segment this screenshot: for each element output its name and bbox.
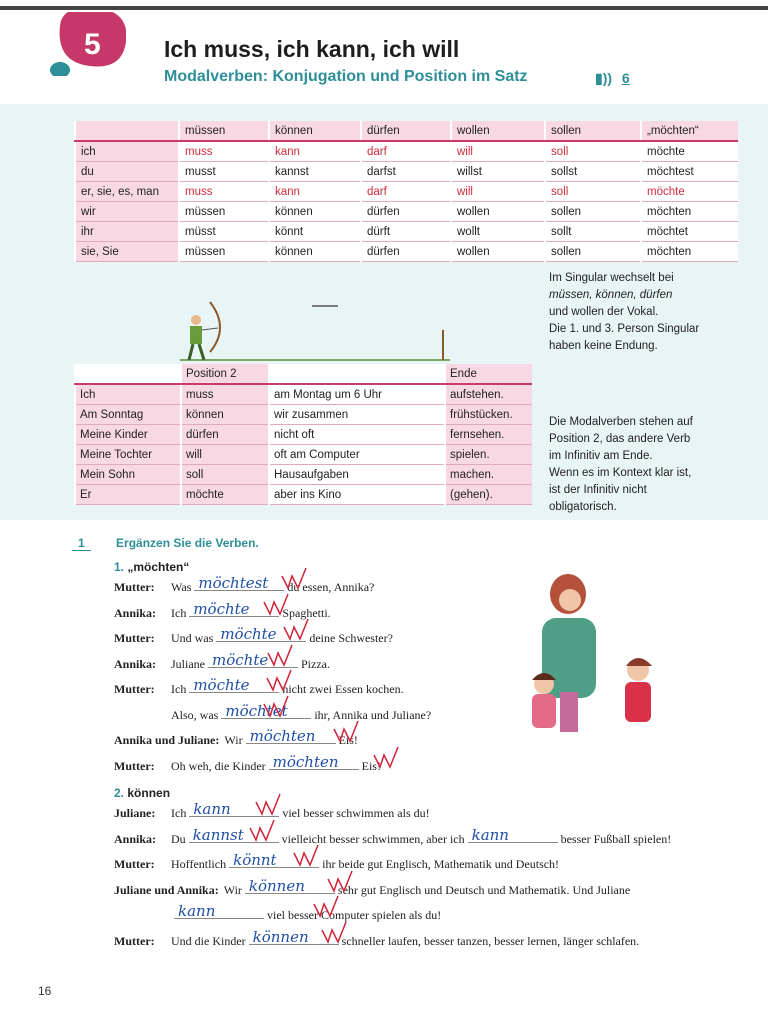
verb-form-cell: sollen bbox=[545, 242, 641, 262]
verb-form-cell: kann bbox=[269, 141, 361, 162]
audio-track-number: 6 bbox=[621, 70, 630, 86]
dialogue-line bbox=[114, 825, 672, 847]
conj-header-cell: können bbox=[269, 121, 361, 141]
conj-row bbox=[75, 162, 738, 182]
part-label: können bbox=[127, 786, 171, 800]
page-title: Ich muss, ich kann, ich will bbox=[164, 36, 460, 62]
verb-form-cell: kannst bbox=[269, 162, 361, 182]
dialogue-line bbox=[114, 876, 631, 898]
exercise-header bbox=[72, 536, 259, 550]
teacher-check-mark bbox=[254, 792, 284, 818]
speaker-label: Mutter: bbox=[114, 933, 155, 948]
conj-row bbox=[75, 202, 738, 222]
verb-form-cell: sollst bbox=[545, 162, 641, 182]
archer-illustration bbox=[180, 290, 460, 365]
line-text: viel besser schwimmen als du! bbox=[282, 806, 430, 820]
verb-form-cell: wollt bbox=[451, 222, 545, 242]
verb-form-cell: willst bbox=[451, 162, 545, 182]
speaker-label: Annika und Juliane: bbox=[114, 733, 220, 747]
note-line: ist der Infinitiv nicht bbox=[549, 484, 647, 496]
teacher-check-mark bbox=[320, 920, 350, 946]
line-text: Ich bbox=[171, 605, 187, 620]
teacher-check-mark bbox=[312, 894, 342, 920]
position-cell: möchte bbox=[181, 485, 269, 505]
answer-blank[interactable] bbox=[245, 876, 335, 895]
position-cell: Hausaufgaben bbox=[269, 465, 445, 485]
verb-form-cell: können bbox=[269, 242, 361, 262]
note-line: Position 2, das andere Verb bbox=[549, 433, 691, 445]
verb-form-cell: möchtet bbox=[641, 222, 738, 242]
conjugation-table bbox=[74, 121, 738, 262]
verb-form-cell: möchten bbox=[641, 242, 738, 262]
verb-form-cell: soll bbox=[545, 141, 641, 162]
position-cell: Meine Kinder bbox=[75, 425, 181, 445]
verb-form-cell: müsst bbox=[179, 222, 269, 242]
line-text: ihr beide gut Englisch, Mathematik und Deutsch! bbox=[322, 857, 560, 871]
verb-form-cell: will bbox=[451, 141, 545, 162]
handwritten-answer: könnt bbox=[233, 851, 277, 869]
speaker-label: Mutter: bbox=[114, 758, 155, 773]
verb-form-cell: muss bbox=[179, 141, 269, 162]
verb-form-cell: will bbox=[451, 182, 545, 202]
answer-blank[interactable] bbox=[468, 825, 558, 844]
part-number: 1. bbox=[114, 560, 125, 574]
page-subtitle: Modalverben: Konjugation und Position im Satz bbox=[164, 68, 528, 85]
answer-blank[interactable] bbox=[194, 574, 284, 592]
position-cell: machen. bbox=[445, 465, 532, 485]
pronoun-cell: du bbox=[75, 162, 179, 182]
verb-form-cell: dürft bbox=[361, 222, 451, 242]
verb-form-cell: müssen bbox=[179, 242, 269, 262]
position-cell: Mein Sohn bbox=[75, 465, 181, 485]
line-text: Du bbox=[171, 831, 186, 846]
verb-form-cell: soll bbox=[545, 182, 641, 202]
speaker-label: Juliane: bbox=[114, 806, 156, 820]
line-text: viel besser Computer spielen als du! bbox=[267, 908, 442, 922]
teacher-check-mark bbox=[280, 566, 310, 592]
note-line: Im Singular wechselt bei bbox=[549, 272, 674, 284]
pronoun-cell: er, sie, es, man bbox=[75, 182, 179, 202]
position-header-cell: Position 2 bbox=[181, 364, 269, 384]
position-cell: soll bbox=[181, 465, 269, 485]
verb-form-cell: muss bbox=[179, 182, 269, 202]
note-line: obligatorisch. bbox=[549, 501, 617, 513]
position-row bbox=[75, 465, 532, 485]
line-text: Eis! bbox=[338, 733, 358, 747]
note-line: Wenn es im Kontext klar ist, bbox=[549, 467, 692, 479]
position-cell: aber ins Kino bbox=[269, 485, 445, 505]
verb-form-cell: darf bbox=[361, 182, 451, 202]
position-note bbox=[549, 414, 693, 516]
page-number: 16 bbox=[38, 984, 52, 998]
verb-form-cell: darf bbox=[361, 141, 451, 162]
verb-form-cell: musst bbox=[179, 162, 269, 182]
note-line: Die Modalverben stehen auf bbox=[549, 416, 693, 428]
handwritten-answer: möchten bbox=[272, 752, 339, 771]
conj-row bbox=[75, 182, 738, 202]
line-text: Oh weh, die Kinder bbox=[171, 758, 266, 773]
answer-blank[interactable] bbox=[174, 902, 264, 920]
position-cell: fernsehen. bbox=[445, 425, 532, 445]
position-header-cell bbox=[75, 364, 181, 384]
verb-form-cell: möchten bbox=[641, 202, 738, 222]
conj-header-cell bbox=[75, 121, 179, 141]
dialogue-line bbox=[114, 727, 358, 748]
handwritten-answer: möchte bbox=[220, 625, 277, 643]
line-text: deine Schwester? bbox=[309, 631, 393, 645]
speaker-label: Mutter: bbox=[114, 857, 155, 871]
conj-row bbox=[75, 222, 738, 242]
exercise-number: 1 bbox=[72, 536, 91, 551]
handwritten-answer: kann bbox=[471, 825, 509, 844]
handwritten-answer: möchtet bbox=[225, 701, 288, 720]
dialogue-line bbox=[114, 927, 640, 949]
position-cell: dürfen bbox=[181, 425, 269, 445]
teacher-check-mark bbox=[332, 719, 362, 745]
conj-header-cell: sollen bbox=[545, 121, 641, 141]
speaker-label: Juliane und Annika: bbox=[114, 882, 219, 897]
part2-heading bbox=[114, 786, 170, 800]
line-text: sehr gut Englisch und Deutsch und Mathematik. Und Juliane bbox=[337, 882, 631, 897]
position-cell: am Montag um 6 Uhr bbox=[269, 384, 445, 405]
verb-form-cell: könnt bbox=[269, 222, 361, 242]
conj-row bbox=[75, 242, 738, 262]
line-text: Ich bbox=[171, 806, 187, 820]
position-cell: Ich bbox=[75, 384, 181, 405]
verb-form-cell: können bbox=[269, 202, 361, 222]
answer-blank[interactable] bbox=[246, 727, 336, 745]
line-text: nicht zwei Essen kochen. bbox=[282, 682, 404, 696]
position-row bbox=[75, 405, 532, 425]
verb-form-cell: kann bbox=[269, 182, 361, 202]
handwritten-answer: können bbox=[248, 876, 305, 895]
position-cell: Er bbox=[75, 485, 181, 505]
line-text: Wir bbox=[223, 882, 242, 897]
sentence-position-table bbox=[74, 364, 532, 505]
position-cell: (gehen). bbox=[445, 485, 532, 505]
line-text: besser Fußball spielen! bbox=[560, 831, 672, 846]
line-text: Und die Kinder bbox=[171, 933, 246, 948]
verb-form-cell: darfst bbox=[361, 162, 451, 182]
part-label: „möchten“ bbox=[127, 560, 190, 574]
handwritten-answer: möchte bbox=[193, 599, 250, 618]
singular-note bbox=[549, 270, 699, 355]
position-cell: spielen. bbox=[445, 445, 532, 465]
speaker-label: Mutter: bbox=[114, 682, 155, 696]
note-line: haben keine Endung. bbox=[549, 340, 658, 352]
speaker-label: Annika: bbox=[114, 605, 157, 620]
teacher-check-mark bbox=[265, 668, 295, 694]
position-cell: Am Sonntag bbox=[75, 405, 181, 425]
teacher-check-mark bbox=[292, 843, 322, 869]
dialogue-line bbox=[114, 574, 375, 595]
position-cell: frühstücken. bbox=[445, 405, 532, 425]
position-cell: wir zusammen bbox=[269, 405, 445, 425]
pronoun-cell: wir bbox=[75, 202, 179, 222]
conj-header-cell: müssen bbox=[179, 121, 269, 141]
verb-form-cell: sollt bbox=[545, 222, 641, 242]
position-cell: können bbox=[181, 405, 269, 425]
line-text: Juliane bbox=[171, 656, 205, 671]
position-cell: Meine Tochter bbox=[75, 445, 181, 465]
position-cell: nicht oft bbox=[269, 425, 445, 445]
handwritten-answer: kann bbox=[178, 902, 216, 920]
position-header-cell bbox=[269, 364, 445, 384]
audio-track[interactable] bbox=[595, 70, 630, 87]
teacher-check-mark bbox=[248, 818, 278, 844]
speaker-label: Mutter: bbox=[114, 580, 155, 594]
pronoun-cell: sie, Sie bbox=[75, 242, 179, 262]
teacher-check-mark bbox=[262, 592, 292, 618]
teacher-check-mark bbox=[262, 694, 292, 720]
handwritten-answer: möchten bbox=[249, 727, 316, 745]
line-text: Also, was bbox=[171, 707, 219, 722]
verb-form-cell: dürfen bbox=[361, 202, 451, 222]
conj-row bbox=[75, 141, 738, 162]
part-number: 2. bbox=[114, 786, 125, 800]
pronoun-cell: ich bbox=[75, 141, 179, 162]
teacher-check-mark bbox=[326, 869, 356, 895]
line-text: Spaghetti. bbox=[282, 605, 331, 620]
verb-form-cell: dürfen bbox=[361, 242, 451, 262]
handwritten-answer: kannst bbox=[192, 825, 244, 844]
position-cell: will bbox=[181, 445, 269, 465]
dialogue-line bbox=[114, 752, 381, 774]
line-text: Hoffentlich bbox=[171, 857, 227, 871]
conj-header-cell: wollen bbox=[451, 121, 545, 141]
pronoun-cell: ihr bbox=[75, 222, 179, 242]
line-text: Was bbox=[171, 580, 192, 594]
dialogue-line bbox=[114, 676, 404, 697]
line-text: ihr, Annika und Juliane? bbox=[314, 707, 432, 722]
position-header-cell: Ende bbox=[445, 364, 532, 384]
line-text: du essen, Annika? bbox=[287, 580, 375, 594]
note-line: Die 1. und 3. Person Singular bbox=[549, 323, 700, 335]
exercise-instruction: Ergänzen Sie die Verben. bbox=[116, 536, 259, 550]
answer-blank[interactable] bbox=[269, 752, 359, 771]
dialogue-line bbox=[114, 650, 330, 672]
note-line: und wollen der Vokal. bbox=[549, 306, 659, 318]
line-text: vielleicht besser schwimmen, aber ich bbox=[281, 831, 465, 846]
position-cell: oft am Computer bbox=[269, 445, 445, 465]
verb-form-cell: wollen bbox=[451, 202, 545, 222]
line-text: Und was bbox=[171, 631, 214, 645]
handwritten-answer: möchtest bbox=[198, 574, 269, 592]
dialogue-line bbox=[114, 902, 442, 923]
verb-form-cell: möchte bbox=[641, 182, 738, 202]
position-row bbox=[75, 384, 532, 405]
mother-children-illustration bbox=[510, 572, 700, 732]
verb-form-cell: müssen bbox=[179, 202, 269, 222]
speaker-label: Annika: bbox=[114, 831, 157, 846]
dialogue-line bbox=[114, 625, 393, 646]
note-line: müssen, können, dürfen bbox=[549, 289, 673, 301]
conj-header-cell: dürfen bbox=[361, 121, 451, 141]
handwritten-answer: kann bbox=[193, 800, 231, 818]
speaker-label: Mutter: bbox=[114, 631, 155, 645]
speaker-icon: ▮)) bbox=[595, 70, 613, 86]
handwritten-answer: können bbox=[252, 927, 309, 946]
verb-form-cell: möchte bbox=[641, 141, 738, 162]
line-text: Wir bbox=[224, 733, 243, 747]
teacher-check-mark bbox=[372, 745, 402, 771]
line-text: Eis! bbox=[361, 758, 381, 773]
part1-heading bbox=[114, 560, 189, 574]
speaker-label: Annika: bbox=[114, 656, 157, 671]
verb-form-cell: wollen bbox=[451, 242, 545, 262]
verb-form-cell: möchtest bbox=[641, 162, 738, 182]
page-header bbox=[0, 10, 768, 104]
handwritten-answer: möchte bbox=[212, 650, 269, 669]
line-text: Ich bbox=[171, 682, 187, 696]
position-row bbox=[75, 445, 532, 465]
teacher-check-mark bbox=[282, 617, 312, 643]
position-cell: muss bbox=[181, 384, 269, 405]
lesson-number: 5 bbox=[84, 28, 101, 61]
handwritten-answer: möchte bbox=[193, 676, 250, 694]
teacher-check-mark bbox=[266, 643, 296, 669]
line-text: Pizza. bbox=[301, 656, 330, 671]
line-text: schneller laufen, besser tanzen, besser lernen, länger schlafen. bbox=[341, 933, 640, 948]
position-cell: aufstehen. bbox=[445, 384, 532, 405]
conj-header-cell: „möchten“ bbox=[641, 121, 738, 141]
position-row bbox=[75, 485, 532, 505]
position-row bbox=[75, 425, 532, 445]
verb-form-cell: sollen bbox=[545, 202, 641, 222]
note-line: im Infinitiv am Ende. bbox=[549, 450, 653, 462]
